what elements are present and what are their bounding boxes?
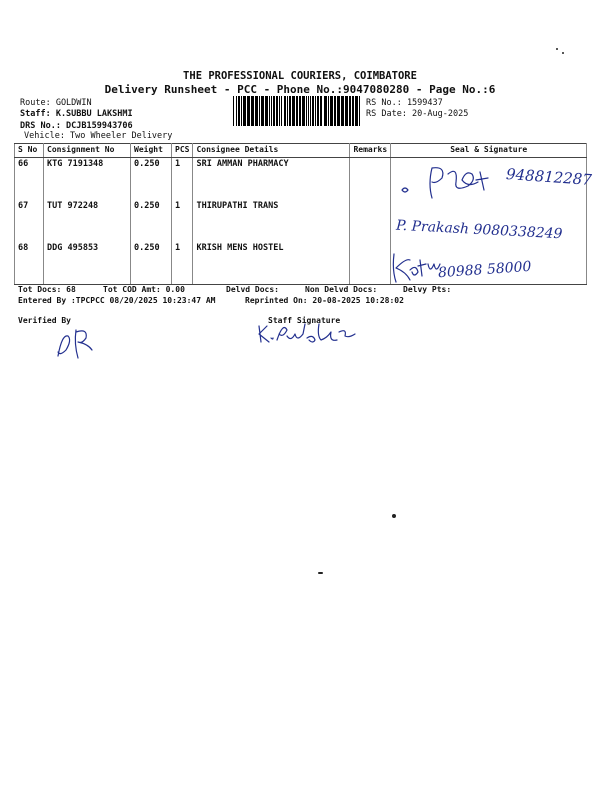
verified-by-label: Verified By [18, 316, 71, 325]
barcode-bar [310, 96, 311, 126]
reprinted-on: Reprinted On: 20-08-2025 10:28:02 [245, 296, 404, 305]
col-header-seal-signature: Seal & Signature [391, 144, 587, 158]
vehicle-label: Vehicle: Two Wheeler Delivery [24, 131, 173, 141]
entered-by: Entered By :TPCPCC 08/20/2025 10:23:47 AM [18, 296, 216, 305]
handwritten-phone-row-68: 80988 58000 [437, 258, 532, 282]
cell-consignment: TUT 972248 [44, 200, 131, 242]
barcode-bar [312, 96, 314, 126]
barcode-bar [352, 96, 354, 126]
runsheet-company-title: THE PROFESSIONAL COURIERS, COIMBATORE [183, 70, 417, 82]
col-header-weight: Weight [131, 144, 172, 158]
cell-consignee: SRI AMMAN PHARMACY [193, 158, 350, 201]
cell-consignment: DDG 495853 [44, 242, 131, 285]
barcode-bar [281, 96, 282, 126]
col-header-pcs: PCS [172, 144, 193, 158]
staff-signature-label: Staff Signature [268, 316, 341, 325]
cell-remarks [350, 200, 391, 242]
total-docs: Tot Docs: 68 [18, 285, 76, 294]
barcode-bar [259, 96, 260, 126]
runsheet-subtitle: Delivery Runsheet - PCC - Phone No.:9047080280 - Page No.:6 [104, 83, 496, 96]
delivered-docs: Delvd Docs: [226, 285, 279, 294]
barcode-bar [292, 96, 295, 126]
barcode-bar [269, 96, 270, 126]
barcode-bar [276, 96, 278, 126]
barcode-bar [233, 96, 234, 126]
drs-number: DRS No.: DCJB159943706 [20, 121, 133, 131]
staff-signature [255, 318, 365, 350]
barcode-bar [241, 96, 242, 126]
barcode-bar [355, 96, 358, 126]
barcode-bar [302, 96, 305, 126]
rs-date: RS Date: 20-Aug-2025 [366, 109, 469, 119]
rs-number: RS No.: 1599437 [366, 98, 443, 108]
barcode-image [233, 96, 361, 126]
cell-remarks [350, 242, 391, 285]
barcode-bar [299, 96, 301, 126]
barcode-bar [320, 96, 322, 126]
cell-pcs: 1 [172, 200, 193, 242]
specks-mark [392, 514, 396, 518]
barcode-bar [330, 96, 333, 126]
barcode-bar [337, 96, 340, 126]
col-header-consignment: Consignment No [44, 144, 131, 158]
barcode-bar [261, 96, 264, 126]
barcode-bar [308, 96, 309, 126]
barcode-bar [289, 96, 291, 126]
cell-remarks [350, 158, 391, 201]
cell-pcs: 1 [172, 158, 193, 201]
barcode-bar [271, 96, 272, 126]
handwritten-phone-row-66: 948812287 [505, 165, 593, 189]
staff-label: Staff: K.SUBBU LAKSHMI [20, 109, 133, 119]
cell-sno: 67 [15, 200, 44, 242]
table-header-row [15, 144, 587, 158]
barcode-bar [284, 96, 286, 126]
barcode-bar [247, 96, 250, 126]
barcode-bar [279, 96, 280, 126]
specks-mark [562, 52, 564, 54]
cell-sno: 66 [15, 158, 44, 201]
cell-pcs: 1 [172, 242, 193, 285]
barcode-bar [236, 96, 237, 126]
cell-weight: 0.250 [131, 200, 172, 242]
barcode-bar [324, 96, 327, 126]
cell-consignee: KRISH MENS HOSTEL [193, 242, 350, 285]
non-delivered-docs: Non Delvd Docs: [305, 285, 378, 294]
col-header-sno: S No [15, 144, 44, 158]
barcode-bar [317, 96, 319, 126]
barcode-bar [315, 96, 316, 126]
verified-by-signature [50, 326, 110, 362]
barcode-bar [255, 96, 258, 126]
cell-sno: 68 [15, 242, 44, 285]
cell-consignee: THIRUPATHI TRANS [193, 200, 350, 242]
barcode-bar [238, 96, 240, 126]
barcode-bar [334, 96, 336, 126]
barcode-bar [306, 96, 307, 126]
barcode-bar [349, 96, 351, 126]
cell-weight: 0.250 [131, 158, 172, 201]
barcode-bar [341, 96, 344, 126]
delivery-points: Delvy Pts: [403, 285, 452, 294]
barcode-bar [265, 96, 268, 126]
barcode-bar [251, 96, 254, 126]
specks-mark [556, 48, 558, 50]
cell-consignment: KTG 7191348 [44, 158, 131, 201]
col-header-remarks: Remarks [350, 144, 391, 158]
total-cod-amount: Tot COD Amt: 0.00 [103, 285, 185, 294]
barcode-bar [328, 96, 329, 126]
route-label: Route: GOLDWIN [20, 98, 92, 108]
col-header-consignee: Consignee Details [193, 144, 350, 158]
specks-mark [318, 572, 323, 574]
barcode-bar [287, 96, 288, 126]
handwritten-note-row-67: P. Prakash 9080338249 [395, 217, 563, 243]
barcode-bar [243, 96, 246, 126]
barcode-bar [296, 96, 298, 126]
barcode-bar [273, 96, 275, 126]
barcode-bar [359, 96, 360, 126]
barcode-bar [345, 96, 348, 126]
cell-weight: 0.250 [131, 242, 172, 285]
